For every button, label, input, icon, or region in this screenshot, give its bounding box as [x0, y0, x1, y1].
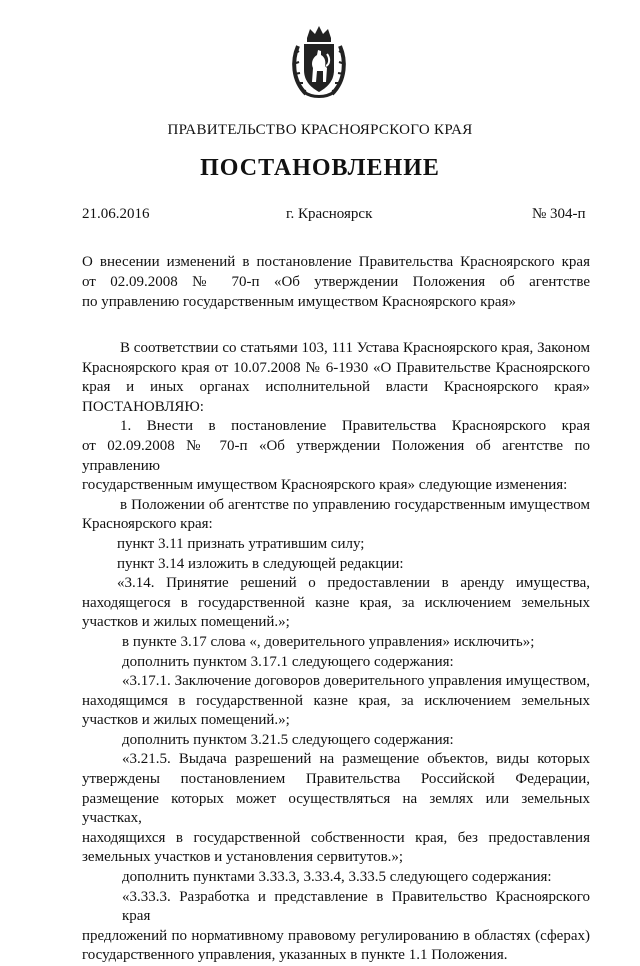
- body-line: в пункте 3.17 слова «, доверительного управления» исключить»;: [122, 633, 535, 650]
- document-date: 21.06.2016: [82, 206, 150, 222]
- body-line: находящихся в государственной собственности края, без предоставления: [82, 829, 590, 846]
- title-line: по управлению государственным имуществом Красноярского края»: [82, 294, 516, 310]
- body-line: находящимся в государственной казне края, за исключением земельных: [82, 692, 590, 709]
- body-line: пункт 3.11 признать утратившим силу;: [117, 535, 365, 552]
- title-line: от 02.09.2008 № 70-п «Об утверждении Положения об агентстве: [82, 274, 590, 290]
- body-line: пункт 3.14 изложить в следующей редакции:: [117, 555, 404, 572]
- title-line: О внесении изменений в постановление Правительства Красноярского края: [82, 254, 590, 270]
- body-line: «3.14. Принятие решений о предоставлении в аренду имущества,: [117, 575, 590, 592]
- body-line: Красноярского края:: [82, 516, 213, 533]
- document-city: г. Красноярск: [286, 206, 373, 222]
- body-line: «3.17.1. Заключение договоров доверительного управления имуществом,: [122, 673, 590, 690]
- body-line: находящегося в государственной казне края, за исключением земельных: [82, 594, 590, 611]
- body-line: края и иных органах исполнительной власти Красноярского края»: [82, 379, 590, 396]
- body-line: Красноярского края от 10.07.2008 № 6-1930 «О Правительстве Красноярского: [82, 359, 590, 376]
- body-line: в Положении об агентстве по управлению государственным имуществом: [120, 496, 590, 513]
- body-line: от 02.09.2008 № 70-п «Об утверждении Положения об агентстве по управлению: [82, 437, 590, 474]
- body-line: дополнить пунктом 3.21.5 следующего содержания:: [122, 731, 454, 748]
- body-line: участков и жилых помещений.»;: [82, 712, 290, 729]
- body-line: предложений по нормативному правовому регулированию в областях (сферах): [82, 927, 590, 944]
- body-line: размещение которых может осуществляться на землях или земельных участках,: [82, 790, 590, 827]
- body-line: 1. Внести в постановление Правительства Красноярского края: [120, 418, 590, 435]
- body-line: утверждены постановлением Правительства Российской Федерации,: [82, 771, 590, 788]
- body-line: «3.21.5. Выдача разрешений на размещение объектов, виды которых: [122, 751, 590, 768]
- coat-of-arms-icon: [290, 24, 348, 100]
- document-number: № 304-п: [532, 206, 586, 222]
- body-line: ПОСТАНОВЛЯЮ:: [82, 398, 204, 415]
- body-line: участков и жилых помещений.»;: [82, 614, 290, 631]
- document-title: [82, 252, 590, 312]
- body-line: дополнить пунктами 3.33.3, 3.33.4, 3.33.5 следующего содержания:: [122, 869, 552, 886]
- government-name: ПРАВИТЕЛЬСТВО КРАСНОЯРСКОГО КРАЯ: [167, 122, 473, 138]
- document-type: ПОСТАНОВЛЕНИЕ: [200, 155, 440, 181]
- body-line: В соответствии со статьями 103, 111 Устава Красноярского края, Законом: [120, 340, 590, 356]
- body-line: дополнить пунктом 3.17.1 следующего содержания:: [122, 653, 454, 670]
- body-line: государственным имуществом Красноярского края» следующие изменения:: [82, 477, 568, 494]
- body-line: «3.33.3. Разработка и представление в Правительство Красноярского края: [122, 888, 590, 925]
- document-body: [82, 339, 590, 966]
- body-line: земельных участков и установления сервитутов.»;: [82, 849, 404, 866]
- body-line: государственного управления, указанных в пункте 1.1 Положения.: [82, 947, 508, 964]
